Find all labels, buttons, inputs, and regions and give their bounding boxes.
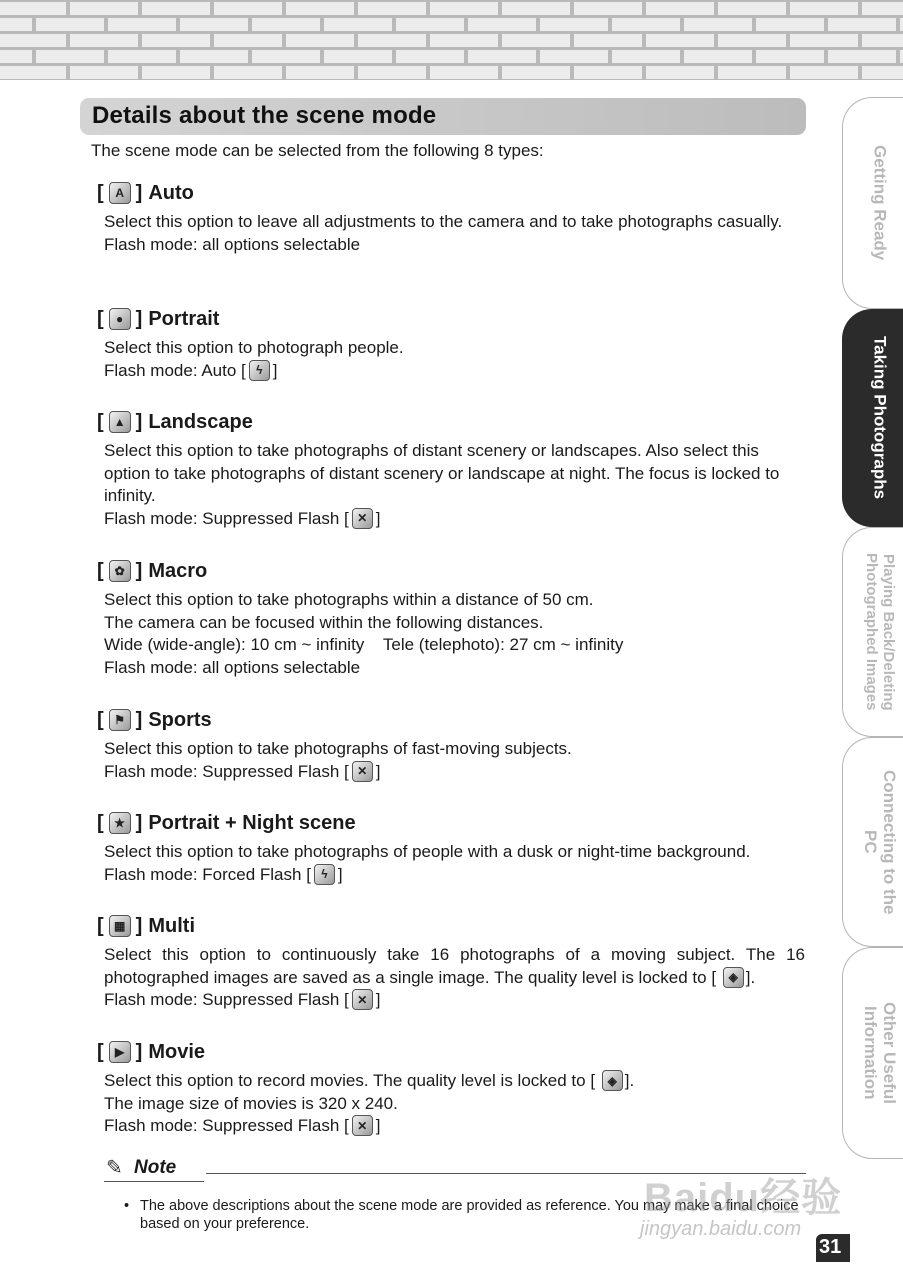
macro-icon: ✿ — [109, 560, 131, 582]
page-title: Details about the scene mode — [92, 102, 437, 129]
brick — [286, 66, 354, 79]
brick — [70, 66, 138, 79]
brick — [468, 18, 536, 31]
brick — [142, 34, 210, 47]
brick — [0, 66, 66, 79]
brick — [684, 18, 752, 31]
brick-row — [0, 34, 903, 50]
brick — [790, 34, 858, 47]
brick — [252, 50, 320, 63]
quality-icon: ◈ — [723, 967, 744, 988]
brick — [646, 34, 714, 47]
flash-auto-icon: ϟ — [249, 360, 270, 381]
pen-icon: ✎ — [106, 1157, 123, 1179]
brick — [646, 2, 714, 15]
scene-heading: [ ▲ ] Landscape — [97, 410, 253, 433]
brick — [0, 2, 66, 15]
tab-playing-back[interactable]: Playing Back/Deleting Photographed Images — [842, 527, 903, 737]
scene-heading: [ ● ] Portrait — [97, 307, 220, 330]
intro-text: The scene mode can be selected from the following 8 types: — [91, 141, 544, 160]
note-underline — [104, 1181, 204, 1182]
landscape-icon: ▲ — [109, 411, 131, 433]
brick — [862, 66, 903, 79]
brick — [756, 50, 824, 63]
brick — [790, 2, 858, 15]
brick — [214, 2, 282, 15]
brick — [612, 18, 680, 31]
brick — [684, 50, 752, 63]
night-portrait-icon: ★ — [109, 812, 131, 834]
scene-heading: [ ✿ ] Macro — [97, 559, 208, 582]
brick-row — [0, 66, 903, 80]
brick — [358, 34, 426, 47]
scene-heading: [ ▦ ] Multi — [97, 914, 195, 937]
brick — [468, 50, 536, 63]
scene-heading: [ ▶ ] Movie — [97, 1040, 206, 1063]
section-title-bar — [80, 98, 806, 135]
brick — [358, 66, 426, 79]
watermark — [640, 1148, 850, 1248]
scene-section-portrait: [ ● ] Portrait Select this option to photograph people. Flash mode: Auto [ ϟ ] — [97, 306, 809, 382]
note-text: The above descriptions about the scene mode are provided as reference. You may make a final choice based on your preference. — [140, 1198, 799, 1232]
portrait-icon: ● — [109, 308, 131, 330]
watermark-logo: Baidu经验 — [644, 1176, 843, 1220]
brick — [180, 50, 248, 63]
brick — [36, 18, 104, 31]
tab-connecting-pc[interactable]: Connecting to the PC — [842, 737, 903, 947]
note-label: Note — [134, 1157, 177, 1178]
flash-off-icon: ✕ — [352, 1115, 373, 1136]
brick — [574, 2, 642, 15]
brick — [574, 34, 642, 47]
brick — [252, 18, 320, 31]
scene-section-movie: [ ▶ ] Movie Select this option to record movies. The quality level is locked to [ ◈ ]. The image size of movies is 320 x 240. Flash mode: Suppressed Flash [ ✕ ] — [97, 1039, 809, 1138]
scene-section-macro: [ ✿ ] Macro Select this option to take photographs within a distance of 50 cm. The camera can be focused within the following distances. Wide (wide-angle): 10 cm ~ infinity Tele (telephoto): 27 cm ~ infinity Flash mode: all options selectable — [97, 558, 809, 679]
brick — [790, 66, 858, 79]
brick — [396, 18, 464, 31]
brick-row — [0, 18, 903, 34]
movie-icon: ▶ — [109, 1041, 131, 1063]
brick — [430, 66, 498, 79]
brick — [0, 50, 32, 63]
brick — [862, 2, 903, 15]
brick — [540, 18, 608, 31]
brick — [828, 50, 896, 63]
scene-auto-icon: A — [109, 182, 131, 204]
tab-taking-photographs[interactable]: Taking Photographs — [842, 309, 903, 527]
flash-forced-icon: ϟ — [314, 864, 335, 885]
watermark-url: jingyan.baidu.com — [640, 1218, 802, 1240]
brick — [324, 18, 392, 31]
brick — [36, 50, 104, 63]
brick — [540, 50, 608, 63]
brick — [142, 66, 210, 79]
tab-other-info[interactable]: Other Useful Information — [842, 947, 903, 1159]
brick — [108, 18, 176, 31]
brick — [358, 2, 426, 15]
tab-getting-ready[interactable]: Getting Ready — [842, 97, 903, 309]
scene-section-sports: [ ⚑ ] Sports Select this option to take photographs of fast-moving subjects. Flash mode: Suppressed Flash [ ✕ ] — [97, 707, 809, 783]
brick — [180, 18, 248, 31]
brick — [430, 34, 498, 47]
brick — [108, 50, 176, 63]
brick — [502, 34, 570, 47]
brick — [718, 2, 786, 15]
scene-heading: [ ⚑ ] Sports — [97, 708, 212, 731]
brick-header-decoration — [0, 0, 903, 80]
brick — [502, 66, 570, 79]
brick — [828, 18, 896, 31]
brick — [142, 2, 210, 15]
brick — [718, 34, 786, 47]
brick — [324, 50, 392, 63]
quality-icon: ◈ — [602, 1070, 623, 1091]
page-number: 31 — [816, 1234, 850, 1262]
brick — [0, 34, 66, 47]
flash-off-icon: ✕ — [352, 508, 373, 529]
brick-row — [0, 50, 903, 66]
brick — [286, 34, 354, 47]
brick — [396, 50, 464, 63]
brick — [286, 2, 354, 15]
brick — [214, 34, 282, 47]
scene-heading: [ ★ ] Portrait + Night scene — [97, 811, 356, 834]
brick — [756, 18, 824, 31]
bullet: • — [124, 1198, 130, 1214]
brick — [70, 2, 138, 15]
brick — [0, 18, 32, 31]
brick — [70, 34, 138, 47]
brick — [430, 2, 498, 15]
scene-section-multi: [ ▦ ] Multi Select this option to continuously take 16 photographs of a moving subject. The 16 photographed images are saved as a single image. The quality level is locked to [ ◈ ]. Flash mode: Suppressed Flash [ ✕ ] — [97, 913, 809, 1012]
multi-icon: ▦ — [109, 915, 131, 937]
brick — [646, 66, 714, 79]
brick — [612, 50, 680, 63]
scene-section-portrait-night: [ ★ ] Portrait + Night scene Select this option to take photographs of people with a dusk or night-time background. Flash mode: Forced Flash [ ϟ ] — [97, 810, 809, 886]
brick — [574, 66, 642, 79]
sports-icon: ⚑ — [109, 709, 131, 731]
scene-section-landscape: [ ▲ ] Landscape Select this option to take photographs of distant scenery or landscapes. Also select this option to take photographs of distant scenery or landscape at night. The focus is locked to infinity. Flash mode: Suppressed Flash [ ✕ ] — [97, 409, 809, 530]
scene-heading: [ A ] Auto — [97, 181, 194, 204]
flash-off-icon: ✕ — [352, 989, 373, 1010]
brick — [502, 2, 570, 15]
brick — [718, 66, 786, 79]
brick — [862, 34, 903, 47]
brick-row — [0, 2, 903, 18]
scene-section-auto: [ A ] Auto Select this option to leave all adjustments to the camera and to take photographs casually. Flash mode: all options selectable — [97, 180, 809, 256]
brick — [214, 66, 282, 79]
flash-off-icon: ✕ — [352, 761, 373, 782]
